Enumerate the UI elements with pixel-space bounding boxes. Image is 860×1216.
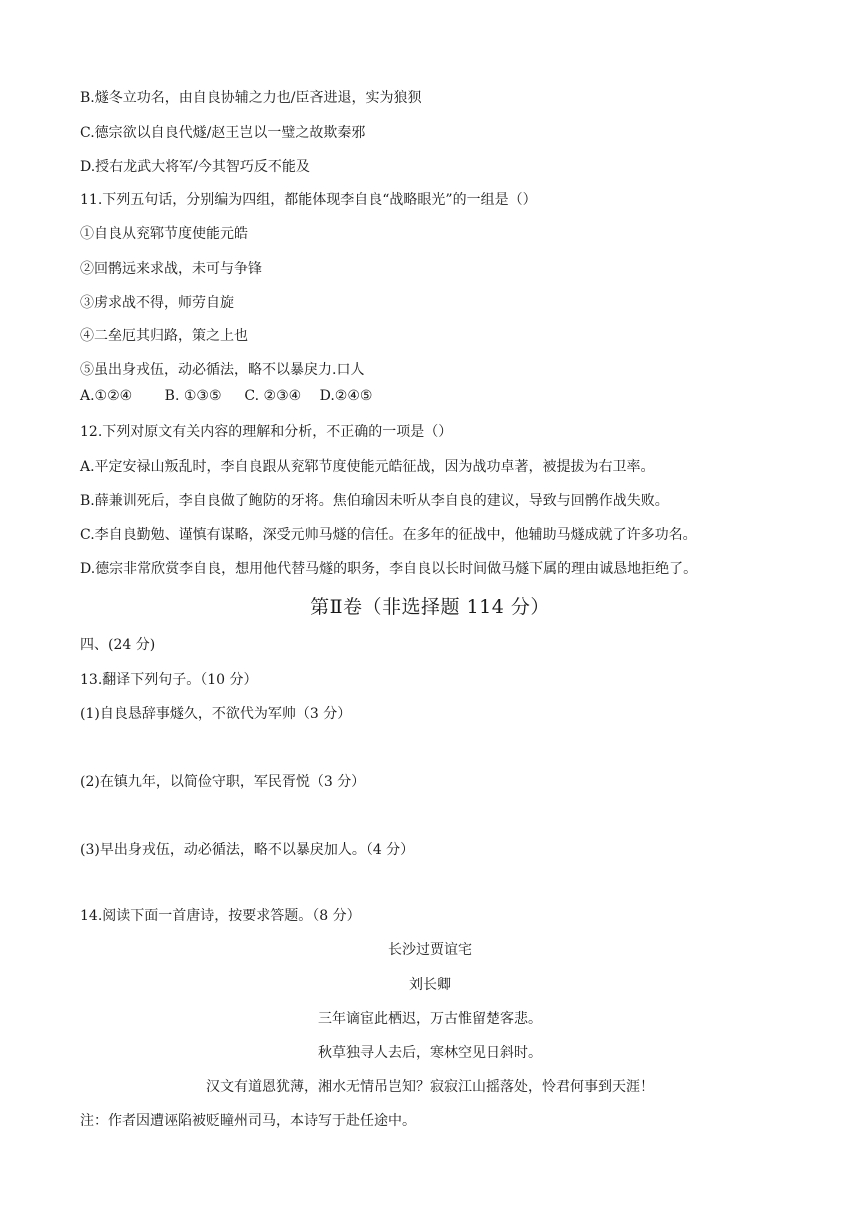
q11-item-3: ③虏求战不得，师劳自旋	[80, 295, 234, 311]
q10-option-b: B.燧冬立功名，由自良协辅之力也/臣吝进退，实为狼狈	[80, 90, 422, 106]
q13-stem: 13.翻译下列句子。（10 分）	[80, 672, 258, 688]
q12-option-a: A.平定安禄山叛乱时，李自良跟从兖郓节度使能元皓征战，因为战功卓著，被提拔为右卫率。	[80, 459, 655, 475]
q13-sentence-1: (1)自良恳辞事燧久，不欲代为军帅（3 分）	[80, 706, 352, 722]
q13-sentence-2: (2)在镇九年，以简俭守职，军民胥悦（3 分）	[80, 774, 366, 790]
q11-item-2: ②回鹘远来求战，未可与争锋	[80, 261, 262, 277]
q11-stem: 11.下列五句话，分别编为四组，都能体现李自良“战略眼光”的一组是（）	[80, 192, 537, 208]
q11-item-4: ④二垒厄其归路，策之上也	[80, 328, 248, 344]
poem-line-2: 秋草独寻人去后，寒林空见日斜时。	[318, 1045, 542, 1061]
poem-line-3: 汉文有道恩犹薄，湘水无情吊岂知？寂寂江山摇落处，怜君何事到天涯！	[206, 1079, 654, 1095]
q10-option-c: C.德宗欲以自良代燧/赵王岂以一璧之故欺秦邪	[80, 125, 366, 141]
poem-title: 长沙过贾谊宅	[388, 942, 472, 958]
q14-stem: 14.阅读下面一首唐诗，按要求答题。（8 分）	[80, 908, 361, 924]
q12-option-c: C.李自良勤勉、谨慎有谋略，深受元帅马燧的信任。在多年的征战中，他辅助马燧成就了许多功名。	[80, 527, 697, 543]
q13-sentence-3: (3)早出身戎伍，动必循法，略不以暴戾加人。（4 分）	[80, 842, 415, 858]
part-heading: 四、(24 分)	[80, 637, 156, 653]
q12-option-d: D.德宗非常欣赏李自良，想用他代替马燧的职务，李自良以长时间做马燧下属的理由诚恳地拒绝了。	[80, 561, 698, 577]
q12-option-b: B.薛兼训死后，李自良做了鲍防的牙将。焦伯瑜因未听从李自良的建议，导致与回鹘作战失败。	[80, 493, 669, 509]
q11-item-1: ①自良从兖郓节度使能元皓	[80, 226, 248, 242]
q10-option-d: D.授右龙武大将军/今其智巧反不能及	[80, 159, 310, 175]
q11-item-5: ⑤虽出身戎伍，动必循法，略不以暴戾力.口人	[80, 362, 365, 378]
poem-line-1: 三年谪宦此栖迟，万古惟留楚客悲。	[318, 1011, 542, 1027]
q11-options: A.①②④ B. ①③⑤ C. ②③④ D.②④⑤	[80, 388, 373, 404]
section-title: 第Ⅱ卷（非选择题 114 分）	[310, 596, 550, 618]
q12-stem: 12.下列对原文有关内容的理解和分析，不正确的一项是（）	[80, 424, 453, 440]
poem-author: 刘长卿	[409, 977, 451, 993]
poem-note: 注：作者因遭诬陷被贬瞳州司马，本诗写于赴任途中。	[80, 1113, 416, 1129]
